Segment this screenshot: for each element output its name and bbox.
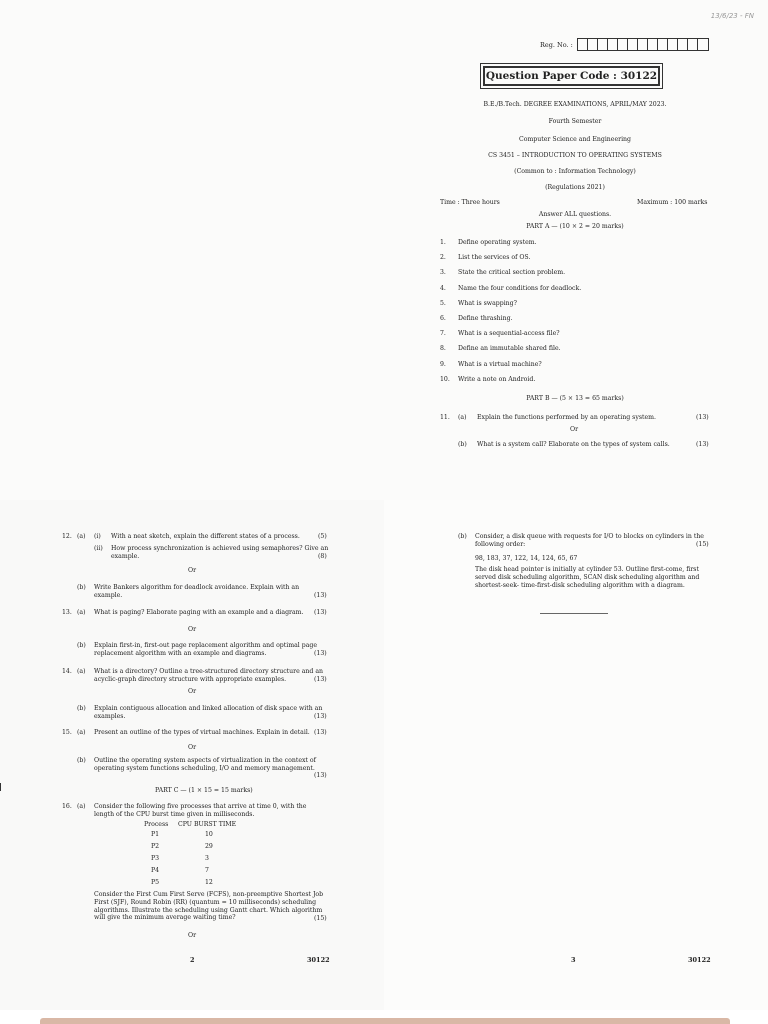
q12aii-marks: (8) — [318, 553, 327, 560]
table-header-burst: CPU BURST TIME — [178, 821, 237, 828]
q13b-label: (b) — [77, 642, 86, 649]
q12ai-label: (i) — [94, 533, 101, 540]
page-1 — [0, 0, 768, 500]
q11a-label: (a) — [458, 414, 467, 421]
q11b-marks: (13) — [696, 441, 709, 448]
regulations: (Regulations 2021) — [545, 184, 605, 191]
question-text: State the critical section problem. — [458, 269, 566, 277]
table-cell-burst: 12 — [205, 879, 213, 886]
q14a-label: (a) — [77, 668, 86, 675]
q12a-label: (a) — [77, 533, 86, 540]
question-text: What is swapping? — [458, 299, 517, 307]
q14-number: 14. — [62, 668, 72, 675]
or-divider: Or — [188, 744, 197, 751]
q16b-text2: The disk head pointer is initially at cylinder 53. Outline first-come, first served disk scheduling algorithm, SCAN disk scheduling algorithm and shortest-seek- time-first-disk scheduling algorithm with a diagram. — [475, 566, 700, 589]
question-text: Write a note on Android. — [458, 375, 536, 383]
q16a-label: (a) — [77, 803, 86, 810]
q14b-marks: (13) — [314, 713, 327, 720]
q16b-sequence: 98, 183, 37, 122, 14, 124, 65, 67 — [475, 555, 578, 562]
q15a-text: Present an outline of the types of virtual machines. Explain in detail. — [94, 729, 310, 736]
reg-no-label: Reg. No. : — [540, 40, 573, 49]
max-marks: Maximum : 100 marks — [637, 199, 708, 206]
question-number: 9. — [440, 360, 446, 368]
q15a-label: (a) — [77, 729, 86, 736]
q14b-label: (b) — [77, 705, 86, 712]
table-header-process: Process — [144, 821, 169, 828]
q15b-label: (b) — [77, 757, 86, 764]
question-number: 4. — [440, 284, 446, 292]
semester: Fourth Semester — [548, 118, 602, 125]
q16a-question: Consider the First Cum First Serve (FCFS), non-preemptive Shortest Job First (SJF), Round Robin (RR) (quantum = 10 milliseconds) scheduling algorithms. Illustrate the scheduling using Gantt chart. Which algorithm will give the minimum average waiting time? — [94, 891, 324, 922]
q15a-marks: (13) — [314, 729, 327, 736]
q13a-label: (a) — [77, 609, 86, 616]
q11a-text: Explain the functions performed by an operating system. — [477, 414, 656, 421]
or-divider: Or — [570, 426, 579, 433]
part-a-question — [440, 330, 560, 337]
instruction: Answer ALL questions. — [538, 211, 612, 218]
part-b-title: PART B — (5 × 13 = 65 marks) — [526, 395, 624, 402]
q12b-label: (b) — [77, 584, 86, 591]
part-a-question — [440, 254, 530, 261]
footer-code: 30122 — [688, 956, 711, 964]
question-number: 1. — [440, 239, 446, 246]
table-cell-process: P3 — [151, 855, 160, 862]
or-divider: Or — [188, 688, 197, 695]
part-a-question — [440, 345, 561, 352]
part-a-question — [440, 376, 535, 383]
question-number: 8. — [440, 345, 446, 353]
table-cell-process: P2 — [151, 843, 160, 850]
q11a-marks: (13) — [696, 414, 709, 421]
q14a-marks: (13) — [314, 676, 327, 683]
table-cell-burst: 29 — [205, 843, 213, 850]
q12ai-marks: (5) — [318, 533, 327, 540]
q14a-text: What is a directory? Outline a tree-structured directory structure and an acyclic-graph directory structure with appropriate examples. — [94, 668, 324, 683]
q13b-text: Explain first-in, first-out page replacement algorithm and optimal page replacement algorithm with an example and diagrams. — [94, 642, 318, 657]
part-a-question — [440, 269, 565, 276]
q12aii-text: How process synchronization is achieved using semaphores? Give an example. — [111, 545, 329, 560]
part-a-question — [440, 239, 537, 246]
window-bottom-bar — [40, 1018, 730, 1024]
q15-number: 15. — [62, 729, 72, 736]
table-cell-burst: 10 — [205, 831, 213, 838]
question-text: What is a sequential-access file? — [458, 330, 560, 338]
q11b-label: (b) — [458, 441, 467, 448]
question-number: 6. — [440, 315, 446, 322]
or-divider: Or — [188, 567, 197, 574]
table-cell-process: P5 — [151, 879, 160, 886]
or-divider: Or — [188, 932, 197, 939]
q11-number: 11. — [440, 414, 450, 421]
q12-number: 12. — [62, 533, 72, 540]
part-c-title: PART C — (1 × 15 = 15 marks) — [155, 787, 253, 794]
table-cell-burst: 3 — [205, 855, 209, 862]
question-text: Name the four conditions for deadlock. — [458, 284, 582, 292]
q12b-marks: (13) — [314, 592, 327, 599]
question-number: 10. — [440, 375, 450, 383]
course-title: CS 3451 – INTRODUCTION TO OPERATING SYSTEMS — [488, 152, 662, 159]
time-label: Time : Three hours — [440, 199, 500, 206]
reg-no-field — [540, 38, 709, 51]
page-number: 2 — [190, 956, 195, 964]
question-text: Define operating system. — [458, 239, 537, 246]
q11b-text: What is a system call? Elaborate on the types of system calls. — [477, 441, 670, 448]
table-cell-process: P1 — [151, 831, 160, 838]
question-text: What is a virtual machine? — [458, 360, 542, 368]
q16b-text1: Consider, a disk queue with requests for I/O to blocks on cylinders in the following order: — [475, 533, 704, 548]
q13-number: 13. — [62, 609, 72, 616]
footer-code: 30122 — [307, 956, 330, 964]
reg-no-boxes — [577, 38, 709, 51]
exam-title: B.E./B.Tech. DEGREE EXAMINATIONS, APRIL/MAY 2023. — [483, 101, 667, 108]
question-number: 5. — [440, 299, 446, 307]
q16b-marks: (15) — [696, 541, 709, 548]
q12ai-text: With a neat sketch, explain the different states of a process. — [111, 533, 300, 540]
common-to: (Common to : Information Technology) — [514, 168, 636, 175]
table-cell-burst: 7 — [205, 867, 209, 874]
q12aii-label: (ii) — [94, 545, 103, 552]
question-paper-code: Question Paper Code : 30122 — [483, 66, 660, 86]
table-cell-process: P4 — [151, 867, 160, 874]
q15b-marks: (13) — [314, 772, 327, 779]
q16b-label: (b) — [458, 533, 467, 540]
part-a-question — [440, 361, 542, 368]
handwritten-date: 13/6/23 - FN — [710, 12, 754, 20]
page-number: 3 — [571, 956, 576, 964]
q14b-text: Explain contiguous allocation and linked allocation of disk space with an examples. — [94, 705, 323, 720]
q16a-intro: Consider the following five processes that arrive at time 0, with the length of the CPU burst time given in milliseconds. — [94, 803, 307, 818]
q16a-marks: (15) — [314, 915, 327, 922]
q13b-marks: (13) — [314, 650, 327, 657]
q12b-text: Write Bankers algorithm for deadlock avoidance. Explain with an example. — [94, 584, 300, 599]
q13a-text: What is paging? Elaborate paging with an example and a diagram. — [94, 609, 304, 616]
edge-mark — [0, 783, 1, 791]
part-a-question — [440, 300, 517, 307]
department: Computer Science and Engineering — [518, 136, 631, 143]
question-text: List the services of OS. — [458, 254, 531, 262]
part-a-question — [440, 285, 581, 292]
part-a-title: PART A — (10 × 2 = 20 marks) — [526, 223, 624, 230]
question-number: 7. — [440, 330, 446, 338]
or-divider: Or — [188, 626, 197, 633]
q13a-marks: (13) — [314, 609, 327, 616]
q15b-text: Outline the operating system aspects of virtualization in the context of operating system functions scheduling, I/O and memory management. — [94, 757, 316, 772]
question-number: 3. — [440, 269, 446, 277]
end-rule — [540, 613, 608, 614]
part-a-question — [440, 315, 513, 322]
q16-number: 16. — [62, 803, 72, 810]
question-text: Define an immutable shared file. — [458, 345, 561, 353]
question-number: 2. — [440, 254, 446, 262]
question-text: Define thrashing. — [458, 315, 513, 322]
